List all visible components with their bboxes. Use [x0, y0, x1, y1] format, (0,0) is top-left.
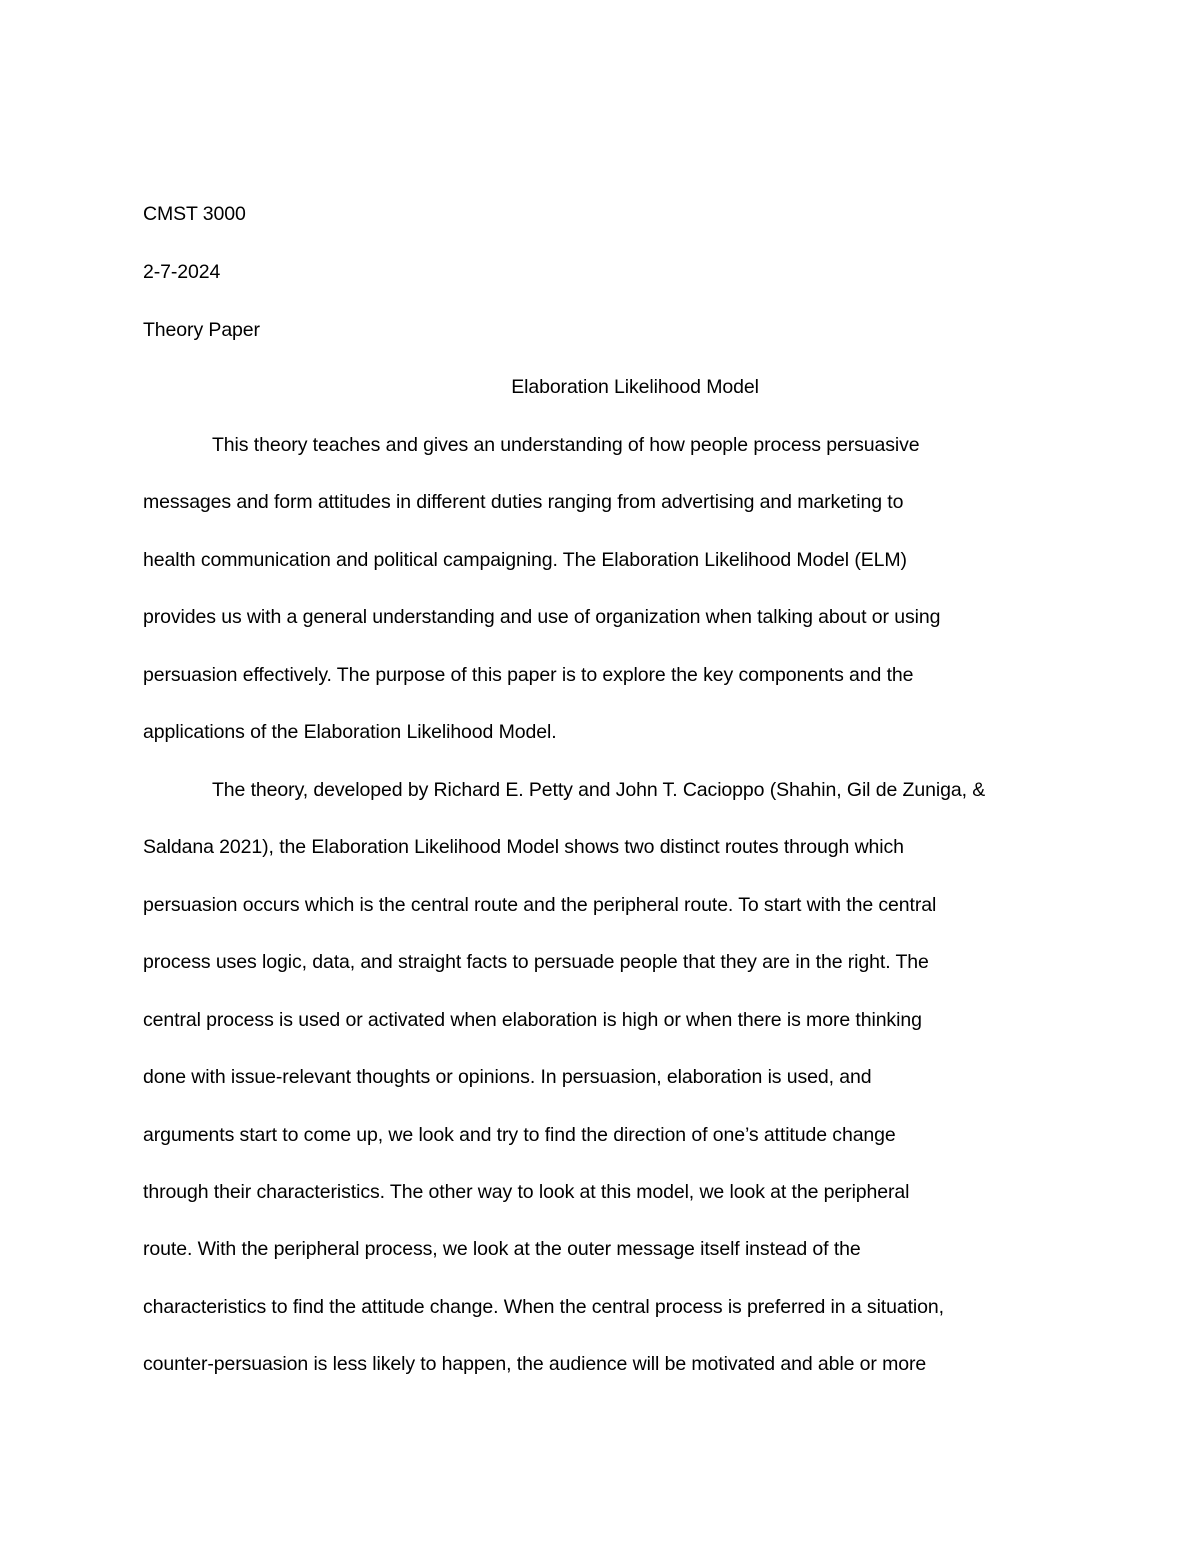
paper-title: Elaboration Likelihood Model: [511, 376, 759, 398]
date-line: 2-7-2024: [143, 261, 221, 283]
paragraph-line: This theory teaches and gives an understanding of how people process persuasive: [212, 434, 920, 456]
paragraph-line: health communication and political campaigning. The Elaboration Likelihood Model (ELM): [143, 549, 907, 571]
paragraph-line: through their characteristics. The other way to look at this model, we look at the peripheral: [143, 1181, 910, 1203]
paragraph-line: arguments start to come up, we look and try to find the direction of one’s attitude change: [143, 1124, 896, 1146]
paragraph-line: central process is used or activated when elaboration is high or when there is more thinking: [143, 1009, 922, 1031]
paragraph-line: process uses logic, data, and straight facts to persuade people that they are in the right. The: [143, 951, 929, 973]
assignment-line: Theory Paper: [143, 319, 260, 341]
course-line: CMST 3000: [143, 203, 246, 225]
paragraph-line: provides us with a general understanding and use of organization when talking about or using: [143, 606, 941, 628]
paragraph-line: characteristics to find the attitude change. When the central process is preferred in a situation,: [143, 1296, 944, 1318]
paragraph-line: The theory, developed by Richard E. Petty and John T. Cacioppo (Shahin, Gil de Zuniga, &: [212, 779, 986, 801]
paragraph-line: persuasion occurs which is the central route and the peripheral route. To start with the central: [143, 894, 937, 916]
paragraph-line: done with issue-relevant thoughts or opinions. In persuasion, elaboration is used, and: [143, 1066, 872, 1088]
paragraph-line: applications of the Elaboration Likelihood Model.: [143, 721, 557, 743]
paragraph-line: route. With the peripheral process, we look at the outer message itself instead of the: [143, 1238, 861, 1260]
paragraph-line: persuasion effectively. The purpose of this paper is to explore the key components and the: [143, 664, 914, 686]
paragraph-line: Saldana 2021), the Elaboration Likelihood Model shows two distinct routes through which: [143, 836, 904, 858]
paragraph-line: counter-persuasion is less likely to happen, the audience will be motivated and able or more: [143, 1353, 927, 1375]
paragraph-line: messages and form attitudes in different duties ranging from advertising and marketing to: [143, 491, 904, 513]
